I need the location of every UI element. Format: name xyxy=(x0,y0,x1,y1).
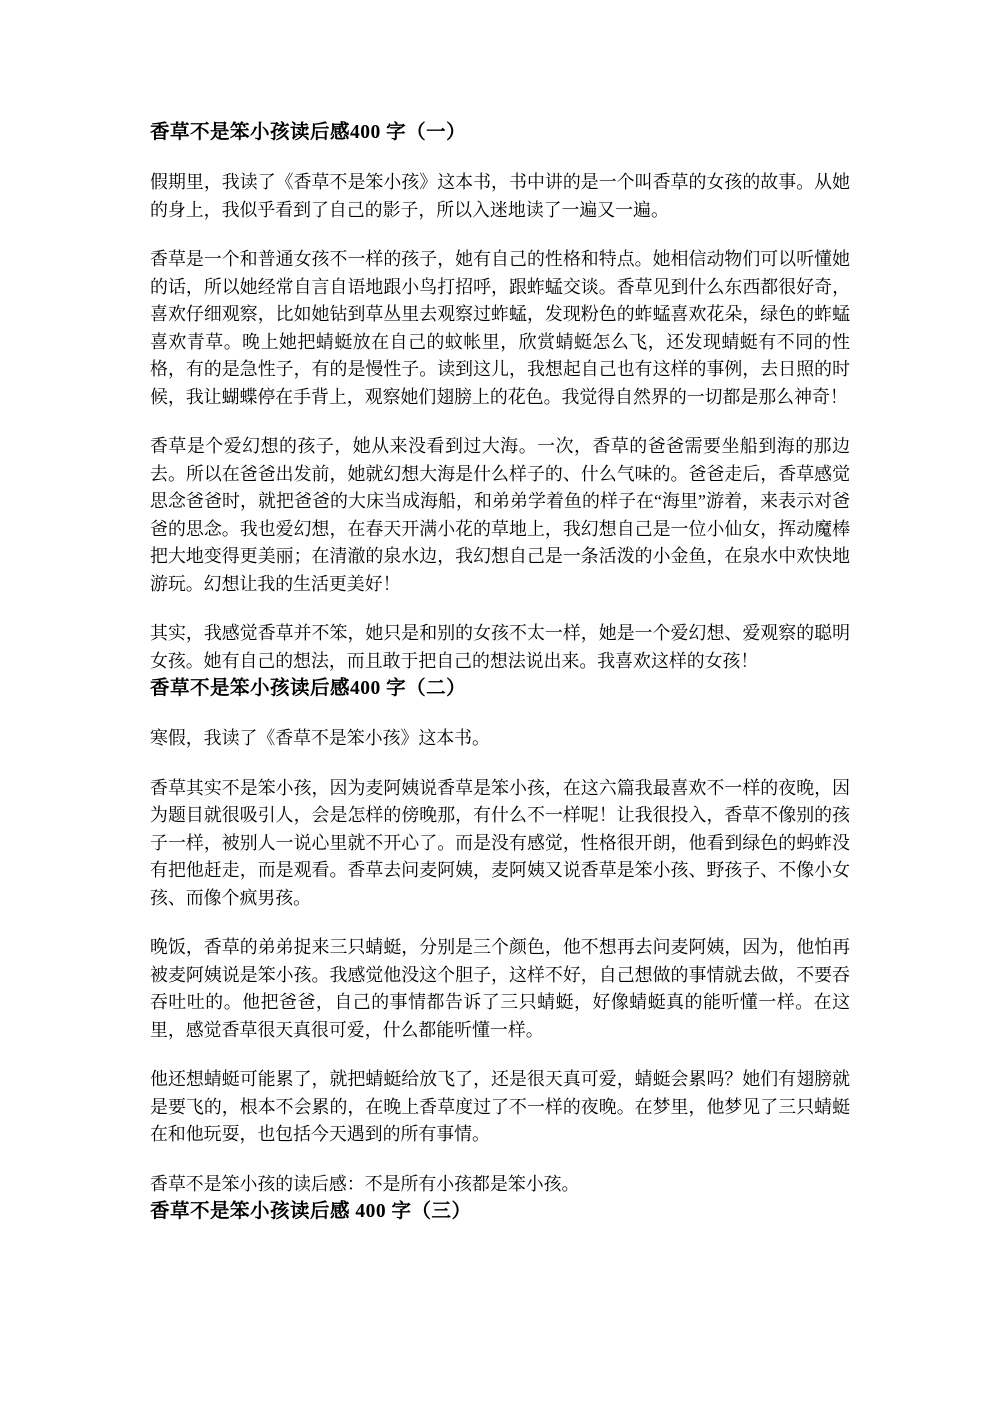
section-2-paragraph-4: 他还想蜻蜓可能累了，就把蜻蜓给放飞了，还是很天真可爱，蜻蜓会累吗？她们有翅膀就是要飞的，根本不会累的，在晚上香草度过了不一样的夜晚。在梦里，他梦见了三只蜻蜓在和他玩耍，也包括今天遇到的所有事情。 xyxy=(150,1069,850,1144)
section-2-paragraph-1: 寒假，我读了《香草不是笨小孩》这本书。 xyxy=(150,728,490,748)
section-1-paragraph-4: 其实，我感觉香草并不笨，她只是和别的女孩不太一样，她是一个爱幻想、爱观察的聪明女孩。她有自己的想法，而且敢于把自己的想法说出来。我喜欢这样的女孩！ xyxy=(150,623,850,671)
review-section-2 xyxy=(150,675,850,1198)
section-2-paragraph-5: 香草不是笨小孩的读后感：不是所有小孩都是笨小孩。 xyxy=(150,1173,580,1194)
review-section-1 xyxy=(150,119,850,675)
section-1-paragraph-1: 假期里，我读了《香草不是笨小孩》这本书，书中讲的是一个叫香草的女孩的故事。从她的身上，我似乎看到了自己的影子，所以入迷地读了一遍又一遍。 xyxy=(150,172,850,220)
section-1-heading: 香草不是笨小孩读后感400 字（一） xyxy=(150,122,467,143)
section-3-heading: 香草不是笨小孩读后感 400 字（三） xyxy=(150,1201,472,1222)
section-1-paragraph-2: 香草是一个和普通女孩不一样的孩子，她有自己的性格和特点。她相信动物们可以听懂她的话，所以她经常自言自语地跟小鸟打招呼，跟蚱蜢交谈。香草见到什么东西都很好奇，喜欢仔细观察，比如她钻到草丛里去观察过蚱蜢，发现粉色的蚱蜢喜欢花朵，绿色的蚱蜢喜欢青草。晚上她把蜻蜓放在自己的蚊帐里，欣赏蜻蜓怎么飞，还发现蜻蜓有不同的性格，有的是急性子，有的是慢性子。读到这儿，我想起自己也有这样的事例，去日照的时候，我让蝴蝶停在手背上，观察她们翅膀上的花色。我觉得自然界的一切都是那么神奇！ xyxy=(150,249,850,407)
section-2-paragraph-2: 香草其实不是笨小孩，因为麦阿姨说香草是笨小孩，在这六篇我最喜欢不一样的夜晚，因为题目就很吸引人，会是怎样的傍晚那，有什么不一样呢！让我很投入，香草不像别的孩子一样，被别人一说心里就不开心了。而是没有感觉，性格很开朗，他看到绿色的蚂蚱没有把他赶走，而是观看。香草去问麦阿姨，麦阿姨又说香草是笨小孩、野孩子、不像小女孩、而像个疯男孩。 xyxy=(150,777,850,908)
section-1-paragraph-3: 香草是个爱幻想的孩子，她从来没看到过大海。一次，香草的爸爸需要坐船到海的那边去。所以在爸爸出发前，她就幻想大海是什么样子的、什么气味的。爸爸走后，香草感觉思念爸爸时，就把爸爸的大床当成海船，和弟弟学着鱼的样子在“海里”游着，来表示对爸爸的思念。我也爱幻想，在春天开满小花的草地上，我幻想自己是一位小仙女，挥动魔棒把大地变得更美丽；在清澈的泉水边，我幻想自己是一条活泼的小金鱼，在泉水中欢快地游玩。幻想让我的生活更美好！ xyxy=(150,436,850,594)
section-2-paragraph-3: 晚饭，香草的弟弟捉来三只蜻蜓，分别是三个颜色，他不想再去问麦阿姨，因为，他怕再被麦阿姨说是笨小孩。我感觉他没这个胆子，这样不好，自己想做的事情就去做，不要吞吞吐吐的。他把爸爸，自己的事情都告诉了三只蜻蜓，好像蜻蜓真的能听懂一样。在这里，感觉香草很天真很可爱，什么都能听懂一样。 xyxy=(150,937,850,1040)
section-2-heading: 香草不是笨小孩读后感400 字（二） xyxy=(150,678,467,699)
review-section-3 xyxy=(150,1198,850,1226)
